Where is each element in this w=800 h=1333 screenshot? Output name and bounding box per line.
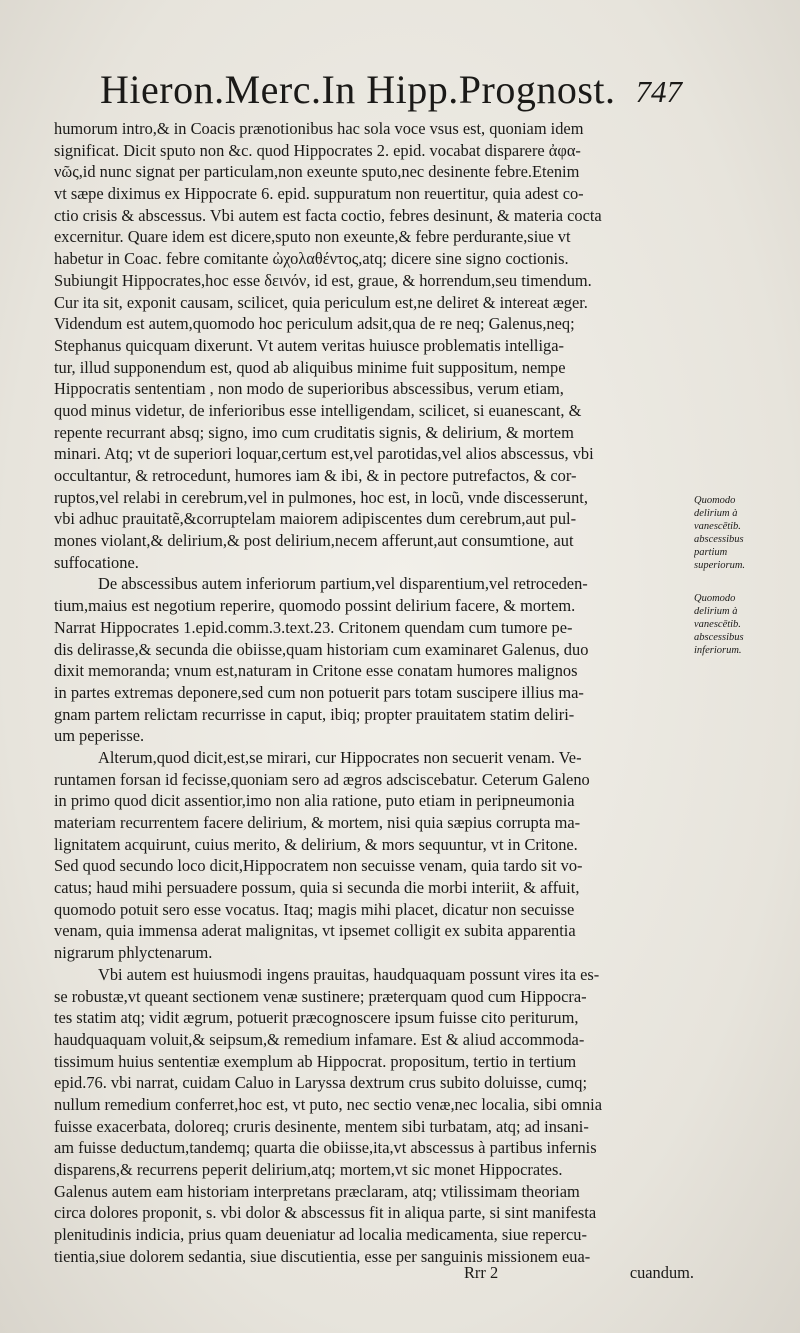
page-number: 747 bbox=[635, 74, 682, 109]
text-line: De abscessibus autem inferiorum partium,vel disparentium,vel retroceden- bbox=[98, 574, 588, 594]
margin-note-line: Quomodo bbox=[694, 495, 736, 506]
text-line: Alterum,quod dicit,est,se mirari, cur Hippocrates non secuerit venam. Ve- bbox=[98, 747, 582, 767]
text-line: disparens,& recurrens peperit delirium,atq; mortem,vt sic monet Hippocrates. bbox=[54, 1160, 563, 1179]
page-header bbox=[100, 66, 700, 118]
text-line: suffocatione. bbox=[54, 552, 139, 572]
text-line: epid.76. vbi narrat, cuidam Caluo in Laryssa dextrum crus subito doluisse, cumq; bbox=[54, 1073, 588, 1093]
margin-note-inferior bbox=[694, 592, 794, 657]
text-line: tium,maius est negotium reperire, quomodo possint delirium facere, & mortem. bbox=[54, 596, 576, 616]
text-line: tur, illud supponendum est, quod ab aliquibus minime fuit suppositum, nempe bbox=[54, 357, 566, 377]
text-line: Subiungit Hippocrates,hoc esse δεινόν, id est, graue, & horrendum,seu timendum. bbox=[54, 270, 592, 290]
margin-note-line: superiorum. bbox=[694, 560, 746, 571]
text-line: vbi adhuc prauitatẽ,&corruptelam maiorem adipiscentes dum cerebrum,aut pul- bbox=[54, 509, 577, 529]
text-line: excernitur. Quare idem est dicere,sputo non exeunte,& febre perdurante,siue vt bbox=[54, 227, 571, 247]
text-line: um peperisse. bbox=[54, 726, 145, 746]
paragraph-1 bbox=[54, 118, 694, 573]
margin-note-line: delirium à bbox=[694, 606, 738, 617]
text-line: mones violant,& delirium,& post delirium,necem afferunt,aut consumtione, aut bbox=[54, 531, 574, 551]
text-line: tes statim atq; vidit ægrum, potuerit præcognoscere ipsum fuisse cito periturum, bbox=[54, 1008, 579, 1028]
text-line: ruptos,vel relabi in cerebrum,vel in pulmones, hoc est, in locũ, vnde discesserunt, bbox=[54, 487, 588, 507]
page-footer bbox=[54, 1262, 694, 1284]
text-line: Hippocratis sententiam , non modo de superioribus abscessibus, verum etiam, bbox=[54, 379, 564, 399]
text-line: nigrarum phlyctenarum. bbox=[54, 943, 213, 963]
text-line: quod minus videtur, de inferioribus esse intelligendam, scilicet, si euanescant, & bbox=[54, 400, 582, 420]
text-line: tientia,siue dolorem sedantia, siue discutientia, esse per sanguinis missionem eua- bbox=[54, 1246, 591, 1266]
text-line: Cur ita sit, exponit causam, scilicet, quia periculum est,ne deliret & intereat æger. bbox=[54, 292, 588, 312]
text-line: occultantur, & retrocedunt, humores iam & ibi, & in pectore putrefactos, & cor- bbox=[54, 466, 577, 485]
paragraph-2 bbox=[54, 573, 694, 747]
text-line: Galenus autem eam historiam interpretans præclaram, atq; vtilissimam theoriam bbox=[54, 1181, 580, 1201]
text-line: significat. Dicit sputo non &c. quod Hippocrates 2. epid. vocabat disparere ἀφα- bbox=[54, 140, 581, 160]
catchword: cuandum. bbox=[629, 1263, 694, 1282]
text-line: venam, quia immensa aderat malignitas, vt ipsemet colligit ex subita apparentia bbox=[54, 921, 576, 941]
text-line: Stephanus quicquam dixerunt. Vt autem veritas huiusce problematis intelliga- bbox=[54, 335, 564, 355]
text-line: am fuisse deductum,tandemq; quarta die obiisse,ita,vt abscessus à partibus infernis bbox=[54, 1138, 597, 1158]
signature-mark: Rrr 2 bbox=[464, 1263, 499, 1282]
paragraph-4 bbox=[54, 964, 694, 1268]
text-line: Vbi autem est huiusmodi ingens prauitas, haudquaquam possunt vires ita es- bbox=[98, 964, 600, 984]
text-line: νῶς,id nunc signat per particulam,non exeunte sputo,nec desinente febre.Etenim bbox=[54, 162, 580, 182]
text-line: in primo quod dicit assentior,imo non alia ratione, puto etiam in peripneumonia bbox=[54, 791, 575, 811]
text-line: se robustæ,vt queant sectionem venæ sustinere; præterquam quod cum Hippocra- bbox=[54, 986, 587, 1006]
margin-note-line: vanescētib. bbox=[694, 619, 741, 630]
margin-note-line: vanescētib. bbox=[694, 521, 741, 532]
text-line: humorum intro,& in Coacis prænotionibus hac sola voce vsus est, quoniam idem bbox=[54, 119, 584, 138]
text-line: lignitatem acquirunt, cuius merito, & delirium, & mors sequuntur, vt in Critone. bbox=[54, 834, 578, 854]
text-line: dis delirasse,& secunda die obiisse,quam historiam cum examinaret Galenus, duo bbox=[54, 639, 589, 659]
text-line: ctio crisis & abscessus. Vbi autem est facta coctio, febres desinunt, & materia cocta bbox=[54, 205, 602, 225]
text-line: plenitudinis indicia, prius quam deueniatur ad localia medicamenta, siue repercu- bbox=[54, 1225, 587, 1245]
text-line: in partes extremas deponere,sed cum non potuerit pars totam suscipere illius ma- bbox=[54, 682, 584, 702]
text-line: dixit memoranda; vnum est,naturam in Critone esse conatam humores malignos bbox=[54, 661, 578, 681]
text-line: habetur in Coac. febre comitante ὠχολαθέντος,atq; dicere sine signo coctionis. bbox=[54, 249, 569, 269]
text-line: Videndum est autem,quomodo hoc periculum adsit,qua de re neq; Galenus,neq; bbox=[54, 314, 575, 334]
text-line: quomodo potuit sero esse vocatus. Itaq; magis mihi placet, dicatur non secuisse bbox=[54, 899, 575, 919]
text-line: runtamen forsan id fecisse,quoniam sero ad ægros adsciscebatur. Ceterum Galeno bbox=[54, 769, 590, 789]
margin-note-line: Quomodo bbox=[694, 593, 736, 604]
text-line: nullum remedium conferret,hoc est, vt puto, nec sectio venæ,nec localia, sibi omnia bbox=[54, 1094, 603, 1114]
text-line: circa dolores proponit, s. vbi dolor & abscessus fit in aliqua parte, si sint manifesta bbox=[54, 1203, 597, 1223]
text-line: gnam partem relictam recurrisse in caput, ibiq; propter prauitatem statim deliri- bbox=[54, 704, 575, 724]
text-line: tissimum huius sententiæ exemplum ab Hippocrat. propositum, tertio in tertium bbox=[54, 1051, 577, 1071]
text-line: minari. Atq; vt de superiori loquar,certum est,vel parotidas,vel alios abscessus, vbi bbox=[54, 444, 594, 464]
text-line: fuisse exacerbata, doloreq; cruris desinente, mentem sibi turbatam, atq; ad insani- bbox=[54, 1116, 589, 1136]
text-line: haudquaquam voluit,& seipsum,& remedium infamare. Est & aliud accommoda- bbox=[54, 1029, 585, 1049]
margin-note-line: abscessibus bbox=[694, 534, 744, 545]
text-line: Narrat Hippocrates 1.epid.comm.3.text.23. Critonem quendam cum tumore pe- bbox=[54, 617, 573, 637]
main-text bbox=[54, 118, 694, 1267]
text-line: Sed quod secundo loco dicit,Hippocratem non secuisse venam, quia tardo sit vo- bbox=[54, 856, 583, 876]
text-line: repente recurrant absq; signo, imo cum cruditatis signis, & delirium, & mortem bbox=[54, 422, 574, 442]
text-line: catus; haud mihi persuadere possum, quia si secunda die morbi interiit, & affuit, bbox=[54, 878, 580, 898]
text-line: materiam recurrentem facere delirium, & mortem, nisi quia sæpius corrupta ma- bbox=[54, 813, 581, 832]
margin-note-superior bbox=[694, 494, 794, 572]
margin-note-line: delirium à bbox=[694, 508, 738, 519]
margin-note-line: inferiorum. bbox=[694, 645, 742, 656]
margin-note-line: partium bbox=[694, 547, 728, 558]
margin-note-line: abscessibus bbox=[694, 632, 744, 643]
text-line: vt sæpe diximus ex Hippocrate 6. epid. suppuratum non reuertitur, quia adest co- bbox=[54, 184, 584, 204]
running-title: Hieron.Merc.In Hipp.Prognost. bbox=[100, 67, 616, 112]
paragraph-3 bbox=[54, 747, 694, 964]
